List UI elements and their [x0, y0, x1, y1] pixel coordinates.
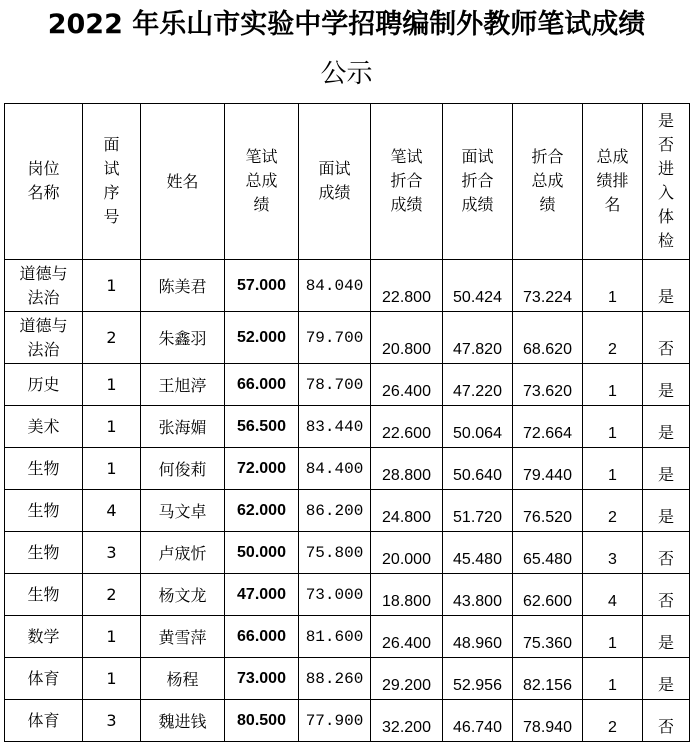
cell-written-converted: 20.000 [371, 532, 443, 574]
cell-interview: 77.900 [299, 700, 371, 742]
cell-interview: 75.800 [299, 532, 371, 574]
cell-written-total: 66.000 [225, 616, 299, 658]
cell-written-converted: 29.200 [371, 658, 443, 700]
cell-interview: 78.700 [299, 364, 371, 406]
cell-post: 生物 [5, 448, 83, 490]
cell-interview: 73.000 [299, 574, 371, 616]
cell-name: 杨文龙 [141, 574, 225, 616]
cell-interview-converted: 48.960 [443, 616, 513, 658]
cell-total-converted: 75.360 [513, 616, 583, 658]
col-header-interview-converted: 面试折合成绩 [443, 104, 513, 260]
cell-interview: 81.600 [299, 616, 371, 658]
cell-rank: 1 [583, 406, 643, 448]
cell-rank: 1 [583, 616, 643, 658]
cell-written-total: 50.000 [225, 532, 299, 574]
cell-total-converted: 79.440 [513, 448, 583, 490]
col-header-physical-exam: 是否进入体检 [643, 104, 690, 260]
cell-written-converted: 20.800 [371, 312, 443, 364]
cell-physical-exam: 是 [643, 448, 690, 490]
cell-rank: 2 [583, 700, 643, 742]
cell-written-total: 66.000 [225, 364, 299, 406]
cell-physical-exam: 否 [643, 574, 690, 616]
table-row [5, 490, 690, 532]
cell-name: 王旭渟 [141, 364, 225, 406]
cell-physical-exam: 是 [643, 490, 690, 532]
cell-written-total: 52.000 [225, 312, 299, 364]
cell-physical-exam: 是 [643, 616, 690, 658]
cell-name: 陈美君 [141, 260, 225, 312]
cell-total-converted: 78.940 [513, 700, 583, 742]
table-row [5, 532, 690, 574]
cell-post: 生物 [5, 574, 83, 616]
cell-written-total: 56.500 [225, 406, 299, 448]
cell-rank: 1 [583, 448, 643, 490]
cell-physical-exam: 否 [643, 312, 690, 364]
cell-written-total: 73.000 [225, 658, 299, 700]
cell-physical-exam: 是 [643, 364, 690, 406]
cell-physical-exam: 是 [643, 260, 690, 312]
cell-seq: 4 [83, 490, 141, 532]
cell-total-converted: 82.156 [513, 658, 583, 700]
col-header-written-total: 笔试总成绩 [225, 104, 299, 260]
cell-interview-converted: 50.064 [443, 406, 513, 448]
cell-interview-converted: 52.956 [443, 658, 513, 700]
title-line-1: 2022 年乐山市实验中学招聘编制外教师笔试成绩 [47, 9, 646, 40]
cell-interview-converted: 50.424 [443, 260, 513, 312]
cell-rank: 2 [583, 312, 643, 364]
cell-written-total: 80.500 [225, 700, 299, 742]
cell-interview-converted: 46.740 [443, 700, 513, 742]
cell-name: 魏进钱 [141, 700, 225, 742]
table-row [5, 658, 690, 700]
cell-name: 马文卓 [141, 490, 225, 532]
header-row [5, 104, 690, 260]
table-row [5, 312, 690, 364]
col-header-interview: 面试成绩 [299, 104, 371, 260]
cell-interview: 88.260 [299, 658, 371, 700]
cell-rank: 3 [583, 532, 643, 574]
cell-total-converted: 73.224 [513, 260, 583, 312]
cell-interview-converted: 50.640 [443, 448, 513, 490]
title-line-2: 公示 [320, 59, 373, 89]
cell-seq: 1 [83, 616, 141, 658]
cell-total-converted: 72.664 [513, 406, 583, 448]
cell-interview-converted: 43.800 [443, 574, 513, 616]
cell-written-converted: 18.800 [371, 574, 443, 616]
cell-seq: 1 [83, 658, 141, 700]
cell-written-total: 57.000 [225, 260, 299, 312]
cell-interview: 86.200 [299, 490, 371, 532]
table-row [5, 260, 690, 312]
col-header-name: 姓名 [141, 104, 225, 260]
cell-post: 道德与法治 [5, 312, 83, 364]
table-row [5, 700, 690, 742]
cell-interview-converted: 45.480 [443, 532, 513, 574]
cell-name: 黄雪萍 [141, 616, 225, 658]
cell-written-converted: 26.400 [371, 364, 443, 406]
cell-name: 卢宬忻 [141, 532, 225, 574]
cell-written-converted: 32.200 [371, 700, 443, 742]
table-body [5, 260, 690, 742]
cell-written-total: 47.000 [225, 574, 299, 616]
cell-interview: 83.440 [299, 406, 371, 448]
cell-post: 美术 [5, 406, 83, 448]
cell-physical-exam: 是 [643, 658, 690, 700]
cell-interview-converted: 47.220 [443, 364, 513, 406]
cell-seq: 2 [83, 574, 141, 616]
cell-seq: 1 [83, 364, 141, 406]
cell-total-converted: 68.620 [513, 312, 583, 364]
cell-total-converted: 73.620 [513, 364, 583, 406]
cell-physical-exam: 是 [643, 406, 690, 448]
cell-written-converted: 28.800 [371, 448, 443, 490]
cell-rank: 2 [583, 490, 643, 532]
cell-written-total: 72.000 [225, 448, 299, 490]
table-row [5, 574, 690, 616]
cell-interview: 84.040 [299, 260, 371, 312]
cell-post: 体育 [5, 700, 83, 742]
col-header-post: 岗位名称 [5, 104, 83, 260]
cell-physical-exam: 否 [643, 700, 690, 742]
cell-interview-converted: 51.720 [443, 490, 513, 532]
cell-written-converted: 26.400 [371, 616, 443, 658]
cell-seq: 1 [83, 260, 141, 312]
cell-written-total: 62.000 [225, 490, 299, 532]
cell-total-converted: 76.520 [513, 490, 583, 532]
cell-seq: 1 [83, 406, 141, 448]
cell-rank: 1 [583, 364, 643, 406]
cell-seq: 1 [83, 448, 141, 490]
cell-name: 杨程 [141, 658, 225, 700]
cell-name: 张海媚 [141, 406, 225, 448]
col-header-total-converted: 折合总成绩 [513, 104, 583, 260]
cell-post: 道德与法治 [5, 260, 83, 312]
cell-rank: 4 [583, 574, 643, 616]
cell-rank: 1 [583, 658, 643, 700]
cell-total-converted: 65.480 [513, 532, 583, 574]
col-header-rank: 总成绩排名 [583, 104, 643, 260]
cell-seq: 3 [83, 700, 141, 742]
cell-written-converted: 22.600 [371, 406, 443, 448]
cell-seq: 2 [83, 312, 141, 364]
score-table [4, 103, 690, 742]
cell-interview-converted: 47.820 [443, 312, 513, 364]
cell-written-converted: 22.800 [371, 260, 443, 312]
cell-post: 历史 [5, 364, 83, 406]
table-row [5, 406, 690, 448]
cell-post: 体育 [5, 658, 83, 700]
cell-post: 数学 [5, 616, 83, 658]
cell-total-converted: 62.600 [513, 574, 583, 616]
cell-written-converted: 24.800 [371, 490, 443, 532]
cell-rank: 1 [583, 260, 643, 312]
table-row [5, 364, 690, 406]
col-header-written-converted: 笔试折合成绩 [371, 104, 443, 260]
cell-interview: 84.400 [299, 448, 371, 490]
table-row [5, 616, 690, 658]
cell-physical-exam: 否 [643, 532, 690, 574]
cell-post: 生物 [5, 532, 83, 574]
table-row [5, 448, 690, 490]
cell-post: 生物 [5, 490, 83, 532]
cell-name: 何俊莉 [141, 448, 225, 490]
cell-seq: 3 [83, 532, 141, 574]
col-header-seq: 面试序号 [83, 104, 141, 260]
cell-interview: 79.700 [299, 312, 371, 364]
cell-name: 朱鑫羽 [141, 312, 225, 364]
